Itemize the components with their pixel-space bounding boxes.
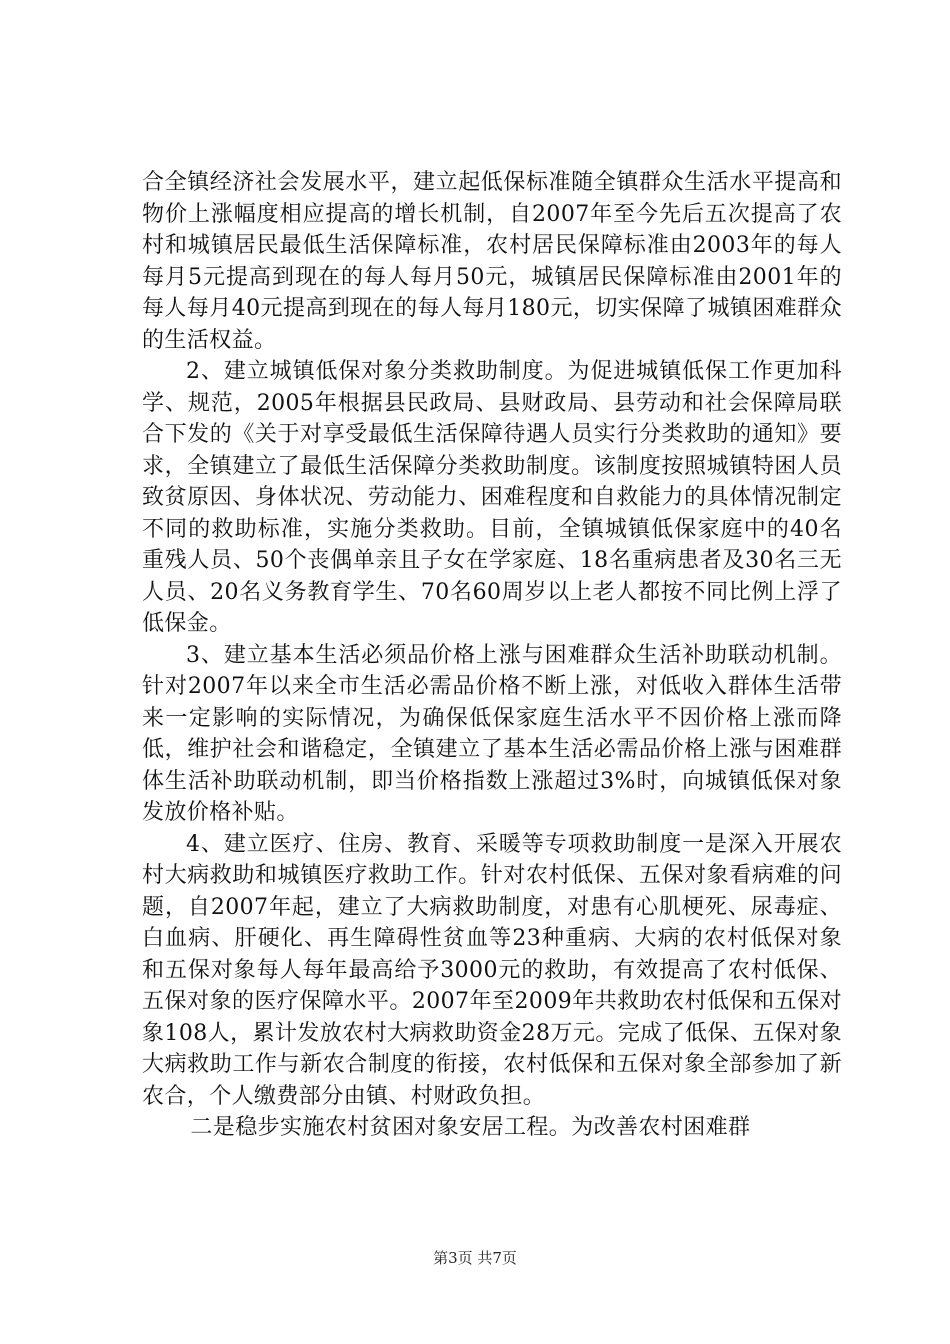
paragraph-second-point: 二是稳步实施农村贫困对象安居工程。为改善农村困难群 xyxy=(190,1115,751,1140)
paragraph-continuation: 合全镇经济社会发展水平，建立起低保标准随全镇群众生活水平提高和物价上涨幅度相应提高的增长机制，自2007年至今先后五次提高了农村和城镇居民最低生活保障标准，农村居民保障标准由2003年的每人每月5元提高到现在的每人每月50元，城镇居民保障标准由2001年的每人每月40元提高到现在的每人每月180元，切实保障了城镇困难群众的生活权益。 xyxy=(142,170,842,353)
paragraph-item-4: 4、建立医疗、住房、教育、采暖等专项救助制度一是深入开展农村大病救助和城镇医疗救助工作。针对农村低保、五保对象看病难的问题，自2007年起，建立了大病救助制度，对患有心肌梗死、尿毒症、白血病、肝硬化、再生障碍性贫血等23种重病、大病的农村低保对象和五保对象每人每年最高给予3000元的救助，有效提高了农村低保、五保对象的医疗保障水平。2007年至2009年共救助农村低保和五保对象108人，累计发放农村大病救助资金28万元。完成了低保、五保对象大病救助工作与新农合制度的衔接，农村低保和五保对象全部参加了新农合，个人缴费部分由镇、村财政负担。 xyxy=(142,831,842,1109)
document-body xyxy=(142,167,842,1144)
paragraph-item-3: 3、建立基本生活必须品价格上涨与困难群众生活补助联动机制。针对2007年以来全市生活必需品价格不断上涨，对低收入群体生活带来一定影响的实际情况，为确保低保家庭生活水平不因价格上涨而降低，维护社会和谐稳定，全镇建立了基本生活必需品价格上涨与困难群体生活补助联动机制，即当价格指数上涨超过3%时，向城镇低保对象发放价格补贴。 xyxy=(142,642,842,825)
page-footer: 第3页 共7页 xyxy=(433,1249,517,1267)
paragraph-item-2: 2、建立城镇低保对象分类救助制度。为促进城镇低保工作更加科学、规范，2005年根据县民政局、县财政局、县劳动和社会保障局联合下发的《关于对享受最低生活保障待遇人员实行分类救助的通知》要求，全镇建立了最低生活保障分类救助制度。该制度按照城镇特困人员致贫原因、身体状况、劳动能力、困难程度和自救能力的具体情况制定不同的救助标准，实施分类救助。目前，全镇城镇低保家庭中的40名重残人员、50个丧偶单亲且子女在学家庭、18名重病患者及30名三无人员、20名义务教育学生、70名60周岁以上老人都按不同比例上浮了低保金。 xyxy=(142,359,842,636)
